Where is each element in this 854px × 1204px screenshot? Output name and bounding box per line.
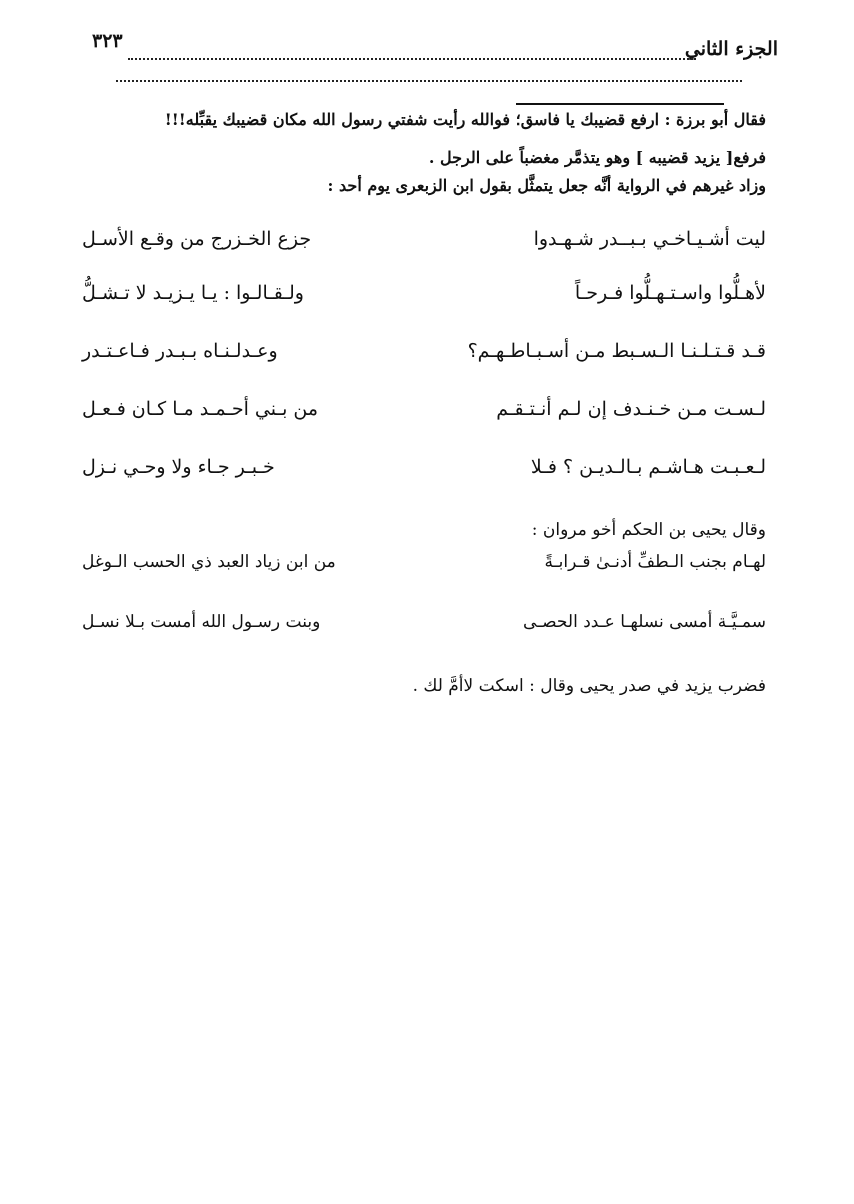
verse-first-hemistich: لـعـبـت هـاشـم بـالـديـن ؟ فـلا <box>530 456 766 478</box>
verse-second-hemistich: وبنت رسـول الله أمست بـلا نسـل <box>82 612 321 632</box>
verse-first-hemistich: لـسـت مـن خـنـدف إن لـم أنـتـقـم <box>496 398 766 420</box>
prose-line: فقال أبو برزة : ارفع قضيبك يا فاسق؛ فوالله رأيت شفتي رسول الله مكان قضيبك يقبِّله!!! <box>164 110 766 129</box>
verse-row <box>82 456 766 488</box>
header-dotted-rule <box>116 68 742 82</box>
verse-row <box>82 612 766 644</box>
verse-row <box>82 552 766 584</box>
verse-first-hemistich: سمـيَّـة أمسى نسلهـا عـدد الحصـى <box>523 612 766 632</box>
verse-row <box>82 282 766 314</box>
page-number: ٣٢٣ <box>92 30 123 52</box>
verse-second-hemistich: خـبـر جـاء ولا وحـي نـزل <box>82 456 275 478</box>
verse-row <box>82 340 766 372</box>
verse-second-hemistich: من ابن زياد العبد ذي الحسب الـوغل <box>82 552 336 572</box>
verse-second-hemistich: جزع الخـزرج من وقـع الأسـل <box>82 228 312 250</box>
verse-first-hemistich: قـد قـتـلـنـا الـسـبط مـن أسـبـاطـهـم؟ <box>467 340 766 362</box>
poem-intro: وقال يحيى بن الحكم أخو مروان : <box>531 520 766 540</box>
verse-row <box>82 228 766 260</box>
running-header: الجزء الثاني <box>684 38 778 60</box>
prose-line: فرفع[ يزيد قضيبه ] وهو يتذمَّر مغضباً على الرجل . <box>428 148 766 167</box>
verse-second-hemistich: وعـدلـنـاه بـبـدر فـاعـتـدر <box>82 340 278 362</box>
prose-line: وزاد غيرهم في الرواية أنَّه جعل يتمثَّل بقول ابن الزبعرى يوم أحد : <box>327 176 766 195</box>
verse-second-hemistich: من بـني أحـمـد مـا كـان فـعـل <box>82 398 319 420</box>
footnote-rule <box>516 103 724 105</box>
verse-first-hemistich: لأهـلُّوا واسـتـهـلُّوا فـرحـاً <box>574 282 766 304</box>
verse-row <box>82 398 766 430</box>
verse-second-hemistich: ولـقـالـوا : يـا يـزيـد لا تـشـلُّ <box>82 282 304 304</box>
closing-line: فضرب يزيد في صدر يحيى وقال : اسكت لاأمَّ لك . <box>412 676 766 696</box>
verse-first-hemistich: ليت أشـيـاخـي بـبــدر شـهـدوا <box>533 228 766 250</box>
verse-first-hemistich: لهـام بجنب الـطفِّ أدنـىٰ قـرابـةً <box>544 552 766 572</box>
header-dotted-leader <box>128 44 696 60</box>
